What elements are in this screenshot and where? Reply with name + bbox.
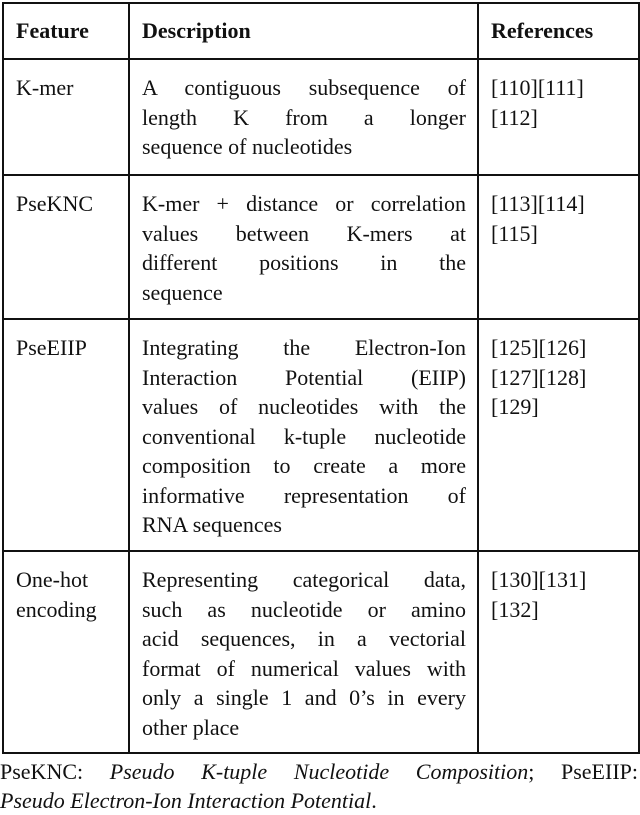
description-line: only a single 1 and 0’s in every [142,685,466,710]
references-cell [478,319,639,551]
description-line: sequence [142,279,223,305]
references-cell [478,551,639,753]
feature-cell [3,59,129,175]
references-line: [113][114] [491,191,585,216]
feature-line: K-mer [16,75,74,100]
description-line: values of nucleotides with the [142,394,466,419]
features-table [2,2,640,754]
references-line: [125][126] [491,335,587,360]
description-line: K-mer + distance or correlation [142,191,466,216]
feature-cell [3,319,129,551]
description-line: Representing categorical data, [142,567,466,592]
footnote-line-1 [0,757,638,786]
description-cell [129,59,478,175]
footnote-abbr-pseeiip: ; PseEIIP: [528,759,638,784]
description-cell [129,319,478,551]
description-line: length K from a longer [142,104,466,130]
table-row [3,175,639,319]
references-cell [478,175,639,319]
feature-line: PseEIIP [16,335,87,360]
references-line: [112] [491,104,538,130]
description-line: format of numerical values with [142,655,466,681]
footnote-abbr-psekncc: PseKNC: [0,759,110,784]
references-cell [478,59,639,175]
feature-line: PseKNC [16,191,94,216]
description-cell [129,175,478,319]
feature-line: One-hot [16,567,89,592]
description-line: conventional k-tuple nucleotide [142,423,466,449]
table-row [3,551,639,753]
header-references: References [478,3,639,59]
footnote-def-pseeiip: Pseudo Electron-Ion Interaction Potential [0,788,372,813]
table-row [3,319,639,551]
description-line: A contiguous subsequence of [142,75,466,100]
description-line: different positions in the [142,250,466,275]
description-line: acid sequences, in a vectorial [142,626,466,651]
description-line: Interaction Potential (EIIP) [142,364,466,390]
description-line: other place [142,714,240,740]
table-row [3,59,639,175]
description-cell [129,551,478,753]
header-description: Description [129,3,478,59]
description-line: such as nucleotide or amino [142,596,466,622]
footnote-end: . [371,788,377,813]
references-line: [130][131] [491,567,587,592]
references-line: [115] [491,220,538,246]
references-line: [132] [491,596,539,622]
feature-cell [3,551,129,753]
description-line: informative representation of [142,482,466,508]
footnote-def-pseknc: Pseudo K-tuple Nucleotide Composition [109,759,529,784]
description-line: RNA sequences [142,512,282,537]
description-line: Integrating the Electron-Ion [142,335,466,360]
table-header-row [3,3,639,59]
references-line: [129] [491,394,539,419]
description-line: values between K-mers at [142,220,466,246]
table-footnote [0,757,638,815]
feature-cell [3,175,129,319]
references-line: [110][111] [491,75,584,100]
description-line: sequence of nucleotides [142,134,353,159]
feature-line: encoding [16,596,97,622]
references-line: [127][128] [491,364,587,390]
header-feature: Feature [3,3,129,59]
description-line: composition to create a more [142,453,466,478]
